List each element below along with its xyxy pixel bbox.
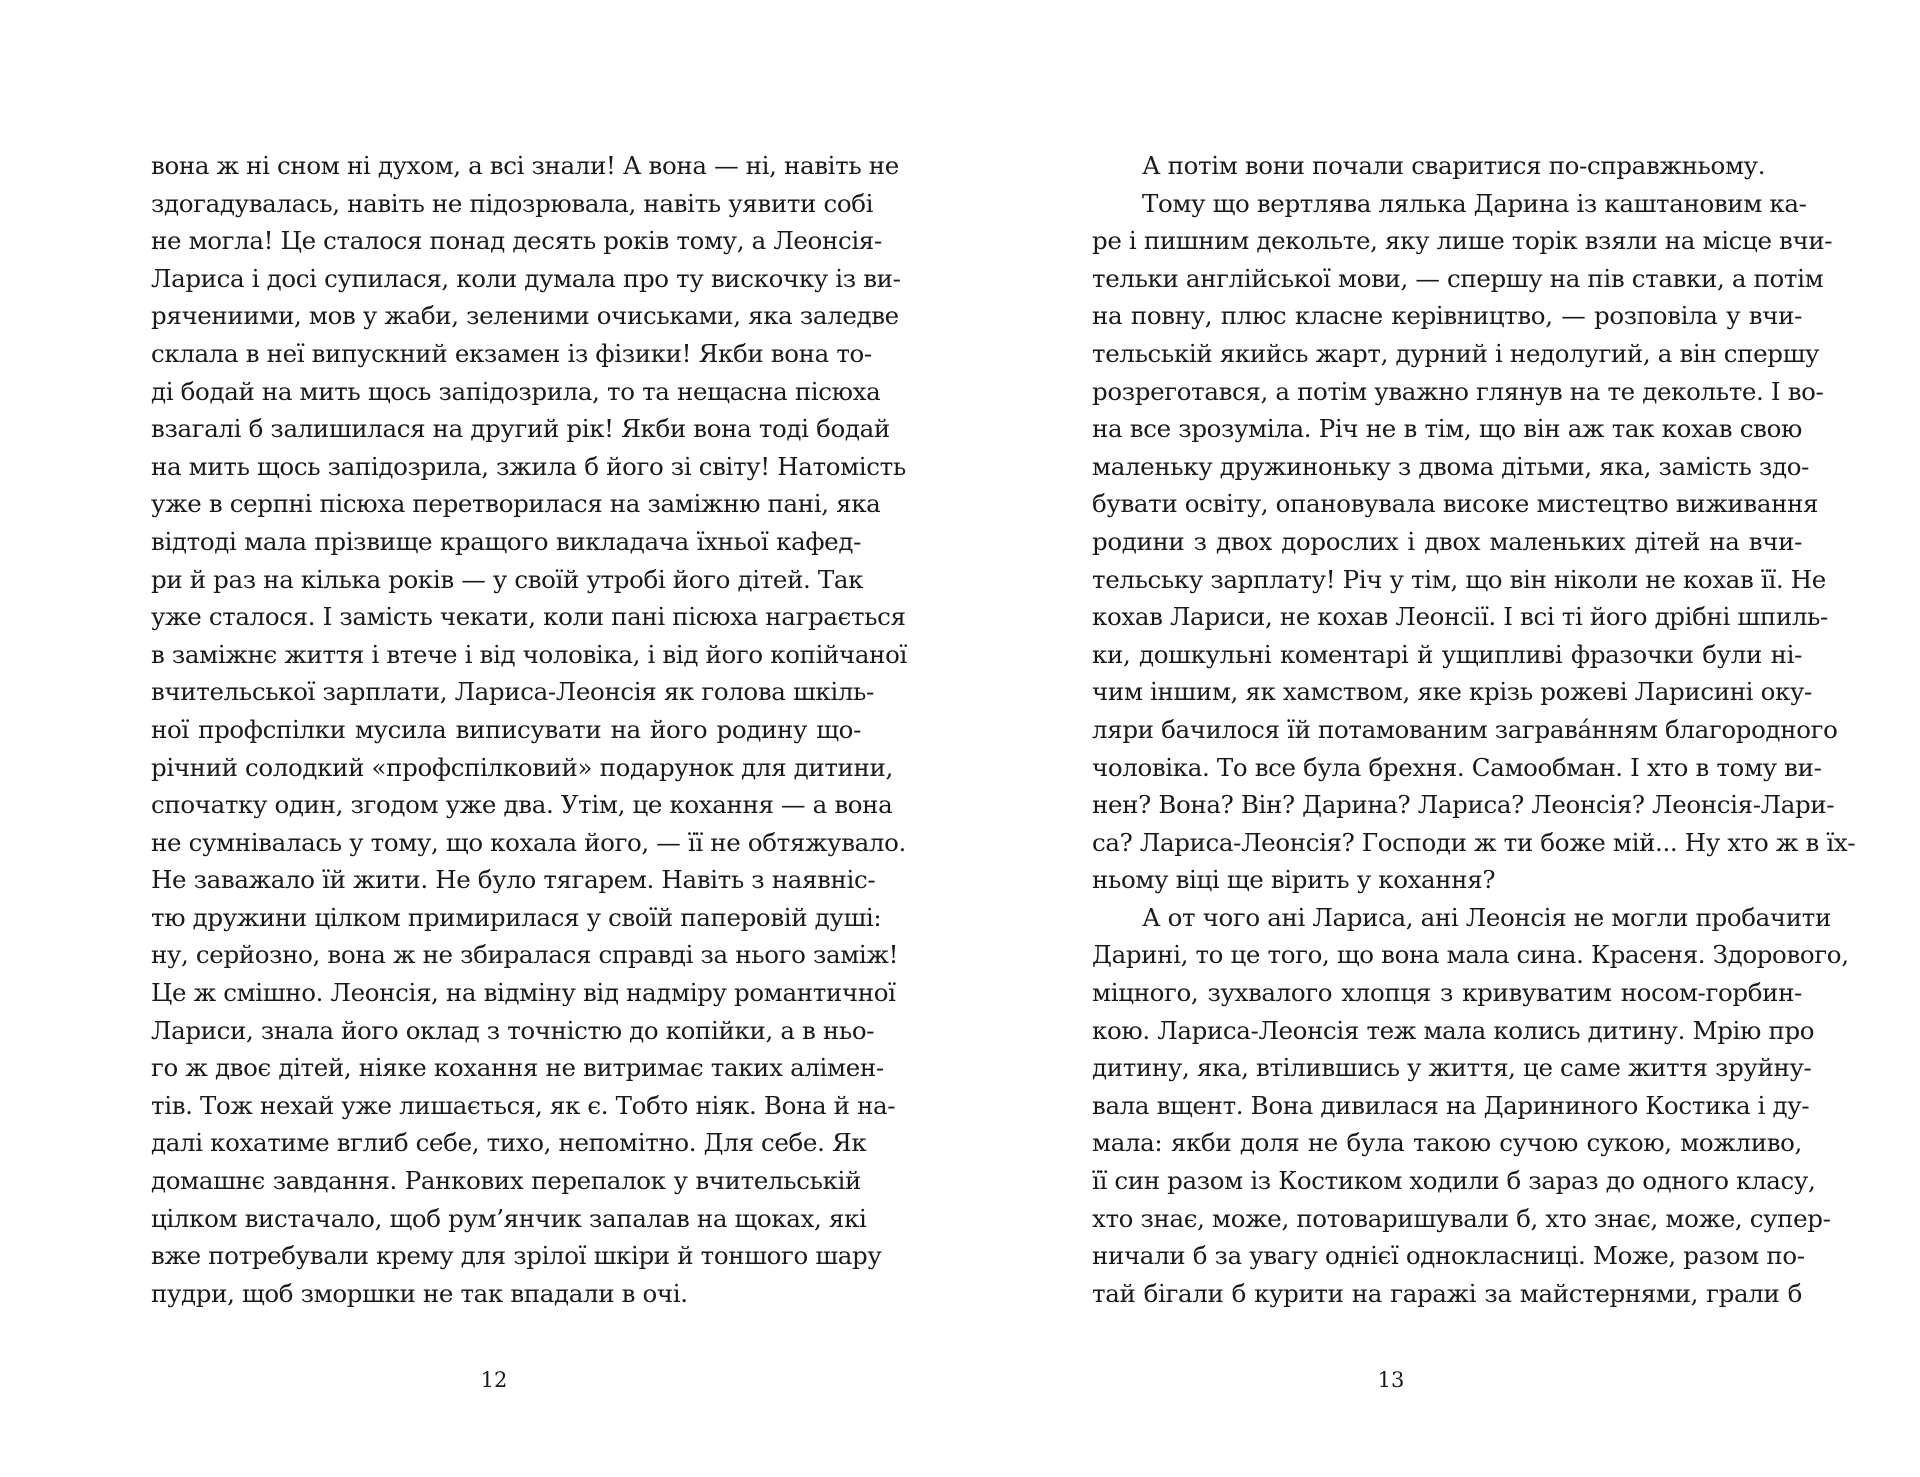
text-line: тельську зарплату! Річ у тім, що він ніколи не кохав її. Не (1092, 564, 1826, 594)
text-line: А потім вони почали сваритися по-справжньому. (1142, 151, 1766, 180)
text-line: далі кохатиме вглиб себе, тихо, непомітно. Для себе. Як (151, 1128, 867, 1158)
text-line: кою. Лариса-Леонсія теж мала колись дитину. Мрію про (1092, 1015, 1815, 1045)
text-line: Тому що вертлява лялька Дарина із каштановим ка- (1142, 188, 1807, 218)
text-line: розреготався, а потім уважно глянув на те декольте. І во- (1092, 376, 1824, 406)
text-line: вже потребували крему для зрілої шкіри й тоншого шару (151, 1241, 882, 1271)
text-line: кохав Лариси, не кохав Леонсії. І всі ті його дрібні шпиль- (1092, 602, 1828, 632)
text-line: ки, дошкульні коментарі й ущипливі фразочки були ні- (1092, 639, 1802, 669)
left-page-text (151, 147, 908, 1312)
text-line: пудри, щоб зморшки не так впадали в очі. (151, 1278, 688, 1308)
text-line: са? Лариса-Леонсія? Господи ж ти боже мій... Ну хто ж в їх- (1092, 827, 1856, 857)
text-line: ної профспілки мусила виписувати на його родину що- (151, 714, 861, 744)
text-line: вала вщент. Вона дивилася на Дарининого Костика і ду- (1092, 1090, 1810, 1120)
text-line: бувати освіту, опановувала високе мистецтво виживання (1092, 489, 1819, 519)
text-line: ничали б за увагу однієї однокласниці. Може, разом по- (1092, 1241, 1805, 1271)
text-line: домашнє завдання. Ранкових перепалок у вчительській (151, 1166, 861, 1196)
text-line: ре і пишним декольте, яку лише торік взяли на місце вчи- (1092, 226, 1833, 256)
text-line: річний солодкий «профспілковий» подарунок для дитини, (151, 752, 893, 782)
right-page (960, 0, 1920, 1477)
text-line: на все зрозуміла. Річ не в тім, що він аж так кохав свою (1092, 414, 1802, 444)
text-line: родини з двох дорослих і двох маленьких дітей на вчи- (1092, 526, 1802, 556)
text-line: тельській якийсь жарт, дурний і недолугий, а він спершу (1092, 338, 1820, 368)
text-line: рячениими, мов у жаби, зеленими очиськами, яка заледве (151, 301, 899, 331)
text-line: мала: якби доля не була такою сучою сукою, можливо, (1092, 1128, 1802, 1158)
text-line: в заміжнє життя і втече і від чоловіка, і від його копійчаної (151, 639, 908, 669)
text-line: на повну, плюс класне керівництво, — розповіла у вчи- (1092, 301, 1802, 331)
text-line: вчительської зарплати, Лариса-Леонсія як голова шкіль- (151, 677, 874, 707)
text-line: цілком вистачало, щоб рум’янчик запалав на щоках, які (151, 1203, 867, 1233)
text-line: го ж двоє дітей, ніяке кохання не витримає таких алімен- (151, 1053, 884, 1083)
text-line: Це ж смішно. Леонсія, на відміну від надміру романтичної (151, 978, 896, 1008)
text-line: ляри бачилося їй потамованим загравáнням благородного (1092, 714, 1838, 744)
text-line: склала в неї випускний екзамен із фізики! Якби вона то- (151, 338, 872, 368)
text-line: тю дружини цілком примирилася у своїй паперовій душі: (151, 902, 882, 932)
text-line: Не заважало їй жити. Не було тягарем. Навіть з наявніс- (151, 865, 876, 895)
text-line: міцного, зухвалого хлопця з кривуватим носом-горбин- (1092, 978, 1802, 1008)
text-line: дитину, яка, втілившись у життя, це саме життя зруйну- (1092, 1053, 1812, 1083)
text-line: уже сталося. І замість чекати, коли пані пісюха награється (151, 602, 906, 632)
text-line: тай бігали б курити на гаражі за майстернями, грали б (1092, 1278, 1802, 1308)
text-line: А от чого ані Лариса, ані Леонсія не могли пробачити (1142, 902, 1831, 932)
text-line: Лариси, знала його оклад з точністю до копійки, а в ньо- (151, 1015, 875, 1045)
text-line: чоловіка. То все була брехня. Самообман. І хто в тому ви- (1092, 752, 1822, 782)
text-line: маленьку дружиноньку з двома дітьми, яка, замість здо- (1092, 451, 1810, 481)
text-line: ри й раз на кілька років — у своїй утробі його дітей. Так (151, 564, 864, 594)
text-line: взагалі б залишилася на другий рік! Якби вона тоді бодай (151, 414, 890, 444)
text-line: ньому віці ще вірить у кохання? (1092, 865, 1496, 895)
left-page-number: 12 (480, 1368, 508, 1392)
text-line: не сумнівалась у тому, що кохала його, — її не обтяжувало. (151, 827, 906, 857)
text-line: хто знає, може, потоваришували б, хто знає, може, супер- (1092, 1203, 1831, 1233)
text-line: уже в серпні пісюха перетворилася на заміжню пані, яка (151, 489, 881, 519)
text-line: її син разом із Костиком ходили б зараз до одного класу, (1092, 1166, 1816, 1196)
text-line: тельки англійської мови, — спершу на пів ставки, а потім (1092, 263, 1824, 293)
text-line: тів. Тож нехай уже лишається, як є. Тобто ніяк. Вона й на- (151, 1090, 896, 1120)
text-line: спочатку один, згодом уже два. Утім, це кохання — а вона (151, 790, 893, 820)
text-line: вона ж ні сном ні духом, а всі знали! А вона — ні, навіть не (151, 151, 899, 180)
text-line: здогадувалась, навіть не підозрювала, навіть уявити собі (151, 188, 874, 218)
text-line: ну, серйозно, вона ж не збиралася справді за нього заміж! (151, 940, 899, 970)
text-line: відтоді мала прізвище кращого викладача їхньої кафед- (151, 526, 861, 556)
text-line: чим іншим, як хамством, яке крізь рожеві Ларисині оку- (1092, 677, 1812, 707)
right-page-number: 13 (1377, 1368, 1405, 1392)
text-line: нен? Вона? Він? Дарина? Лариса? Леонсія? Леонсія-Лари- (1092, 790, 1835, 820)
text-line: Дарині, то це того, що вона мала сина. Красеня. Здорового, (1092, 940, 1849, 970)
text-line: Лариса і досі супилася, коли думала про ту вискочку із ви- (151, 263, 901, 293)
text-line: не могла! Це сталося понад десять років тому, а Леонсія- (151, 226, 882, 256)
text-line: ді бодай на мить щось запідозрила, то та нещасна пісюха (151, 376, 881, 406)
right-page-text (1092, 147, 1856, 1312)
text-line: на мить щось запідозрила, зжила б його зі світу! Натомість (151, 451, 906, 481)
